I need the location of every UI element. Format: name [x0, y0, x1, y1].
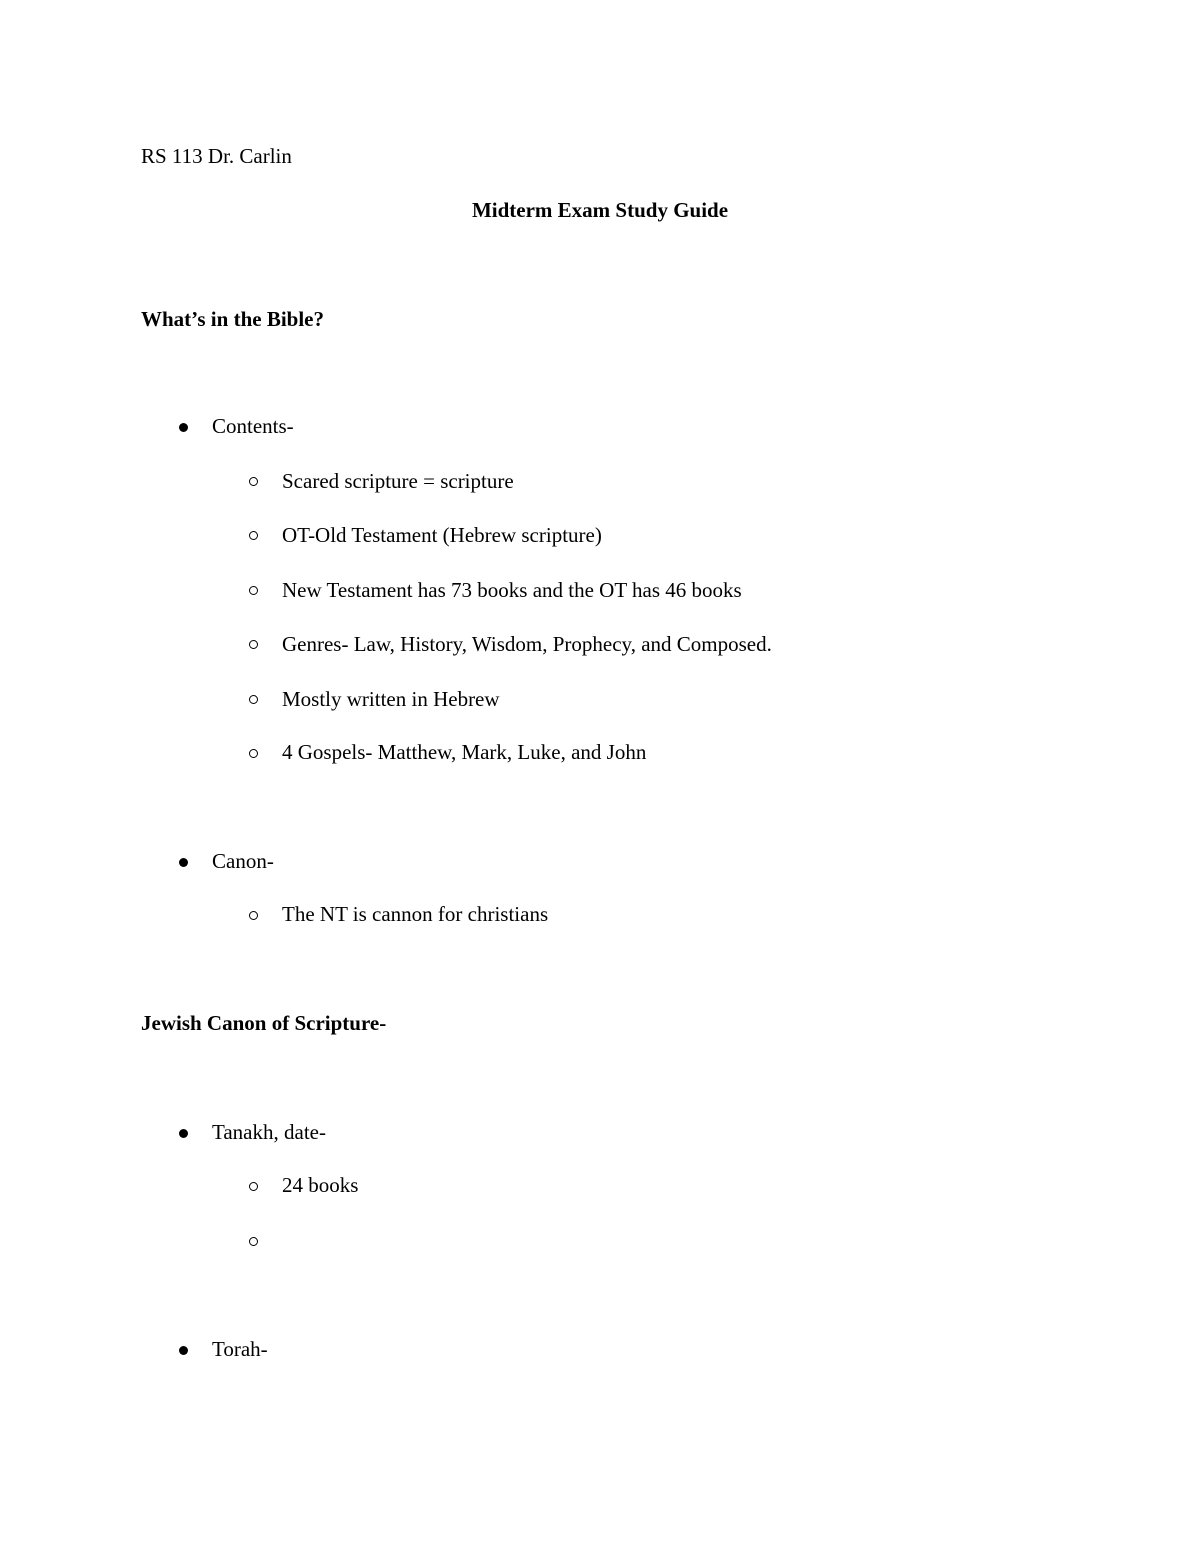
- sub-bullet-icon: [249, 911, 258, 920]
- list-item-contents: Contents-: [212, 414, 294, 438]
- sub-bullet-icon: [249, 749, 258, 758]
- sub-list-item: Mostly written in Hebrew: [282, 687, 500, 711]
- section-heading-bible: What’s in the Bible?: [141, 307, 324, 331]
- page-title: Midterm Exam Study Guide: [471, 198, 729, 222]
- sub-bullet-icon: [249, 531, 258, 540]
- sub-bullet-icon: [249, 640, 258, 649]
- bullet-icon: [179, 1346, 188, 1355]
- sub-bullet-icon: [249, 1182, 258, 1191]
- bullet-icon: [179, 858, 188, 867]
- sub-list-item: The NT is cannon for christians: [282, 902, 549, 926]
- list-item-canon: Canon-: [212, 849, 274, 873]
- sub-list-item: 24 books: [282, 1173, 359, 1197]
- sub-bullet-icon: [249, 1237, 258, 1246]
- list-item-torah: Torah-: [212, 1337, 268, 1361]
- sub-bullet-icon: [249, 586, 258, 595]
- sub-list-item: New Testament has 73 books and the OT has 46 books: [282, 578, 742, 602]
- course-line: RS 113 Dr. Carlin: [141, 144, 292, 168]
- sub-list-item: Scared scripture = scripture: [282, 469, 514, 493]
- list-item-tanakh: Tanakh, date-: [212, 1120, 326, 1144]
- section-heading-jewish-canon: Jewish Canon of Scripture-: [141, 1011, 387, 1035]
- sub-list-item: OT-Old Testament (Hebrew scripture): [282, 523, 602, 547]
- sub-bullet-icon: [249, 695, 258, 704]
- bullet-icon: [179, 1129, 188, 1138]
- sub-bullet-icon: [249, 477, 258, 486]
- sub-list-item: 4 Gospels- Matthew, Mark, Luke, and John: [282, 740, 647, 764]
- sub-list-item: Genres- Law, History, Wisdom, Prophecy, and Composed.: [282, 632, 772, 656]
- bullet-icon: [179, 423, 188, 432]
